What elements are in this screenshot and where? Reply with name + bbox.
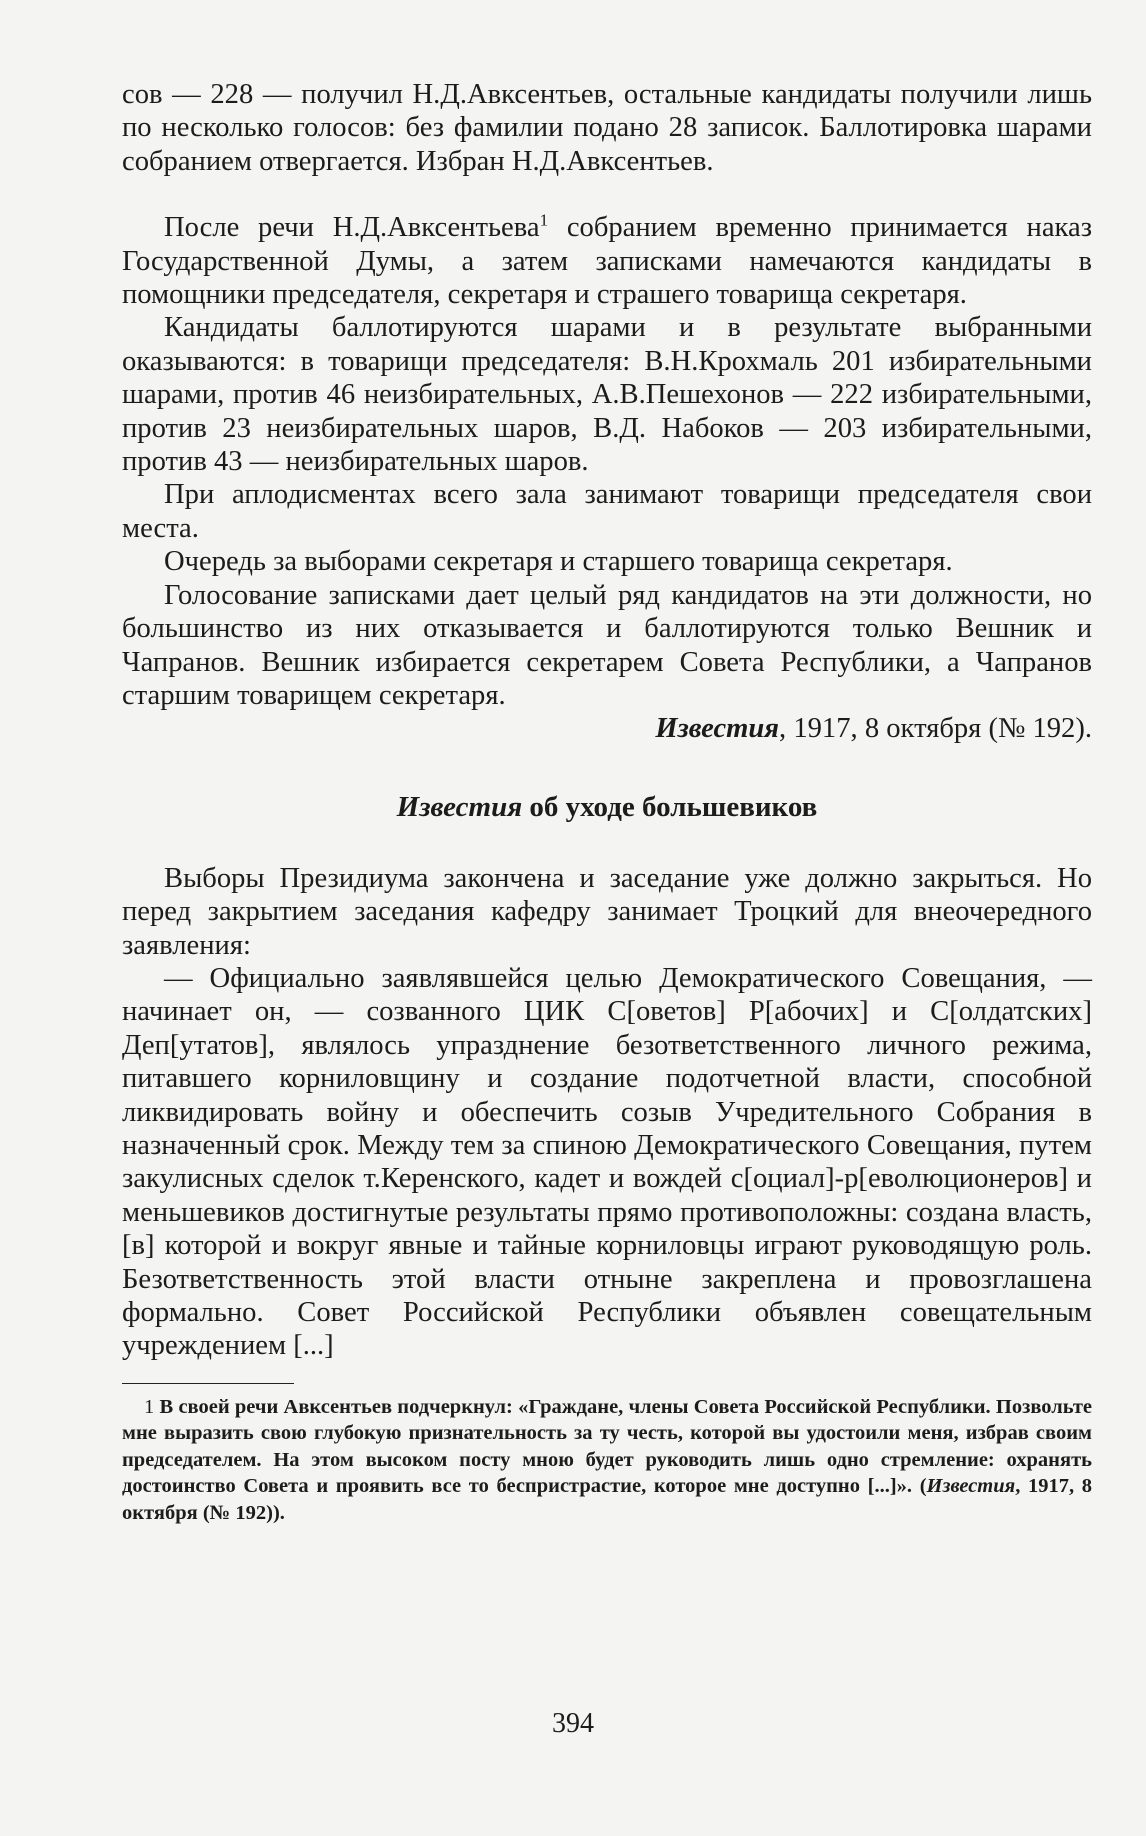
section-heading [122,790,1092,824]
main-text [122,78,1092,1526]
heading-rest: об уходе большевиков [522,790,818,823]
footnote-marker: 1 [539,210,549,230]
paragraph-election-result: сов — 228 — получил Н.Д.Авксентьев, остальные кандидаты получили лишь по несколько голосов: без фамилии подано 28 записок. Баллотировка шарами собранием отвергается. Избран Н.Д.Авксентьев. [122,79,1092,177]
paragraph-applause: При аплодисментах всего зала занимают товарищи председателя свои места. [122,479,1092,544]
after-speech-text: После речи Н.Д.Авксентьева [164,212,540,244]
source-citation [122,712,1092,745]
paragraph-presidium: Выборы Президиума закончена и заседание уже должно закрыться. Но перед закрытием заседания кафедру занимает Троцкий для внеочередного заявления: [122,862,1092,961]
page-number: 394 [552,1708,594,1739]
after-speech-text-cont: собранием временно принимается наказ Государственной Думы, а затем записками намечаются кандидаты в помощники председателя, секретаря и страшего товарища секретаря. [122,212,1092,311]
footnote-divider [122,1383,294,1384]
paragraph-trotsky-statement: — Официально заявлявшейся целью Демократического Совещания, — начинает он, — созванного ЦИК С[оветов] Р[абочих] и С[олдатских] Деп[утатов], являлось упразднение безответственного личного режима, питавшего корниловщину и создание подотчетной власти, способной ликвидировать войну и обеспечить созыв Учредительного Собрания в назначенный срок. Между тем за спиною Демократического Совещания, путем закулисных сделок т.Керенского, кадет и вождей с[оциал]-р[еволюционеров] и меньшевиков достигнутые результаты прямо противоположны: создана власть, [в] которой и вокруг явные и тайные корниловцы играют руководящую роль. Безответственность этой власти отныне закреплена и провозглашена формально. Совет Российской Республики объявлен совещательным учреждением [...] [122,962,1092,1362]
footnote-text: В своей речи Авксентьев подчеркнул: «Граждане, члены Совета Российской Республики. Позвольте мне выразить свою глубокую признательность за ту честь, которой вы удостоили меня, избрав своим председателем. На этом высоком посту мною будет руководить лишь одно стремление: охранять достоинство Совета и проявить все то беспристрастие, которое мне доступно [...]». ( [122,1395,1093,1498]
source-date: , 1917, 8 октября (№ 192). [779,713,1092,745]
source-paper: Известия [655,713,780,745]
paragraph-voting: Голосование записками дает целый ряд кандидатов на эти должности, но большинство из них отказывается и баллотируются только Вешник и Чапранов. Вешник избирается секретарем Совета Республики, а Чапранов старшим товарищем секретаря. [122,579,1092,711]
paragraph-candidates: Кандидаты баллотируются шарами и в результате выбранными оказываются: в товарищи председателя: В.Н.Крохмаль 201 избирательными шарами, против 46 неизбирательных, А.В.Пешехонов — 222 избирательными, против 23 неизбирательных шаров, В.Д. Набоков — 203 избирательными, против 43 — неизбирательных шаров. [122,312,1092,478]
paragraph-secretary-queue: Очередь за выборами секретаря и старшего товарища секретаря. [164,546,953,578]
footnote-tail: , 1917, 8 октября (№ 192)). [122,1475,1093,1524]
footnote [122,1394,1092,1527]
footnote-number: 1 [144,1395,155,1418]
footnote-paper: Известия [926,1475,1016,1498]
paragraph-after-speech [122,211,1092,311]
heading-paper: Известия [396,790,523,823]
